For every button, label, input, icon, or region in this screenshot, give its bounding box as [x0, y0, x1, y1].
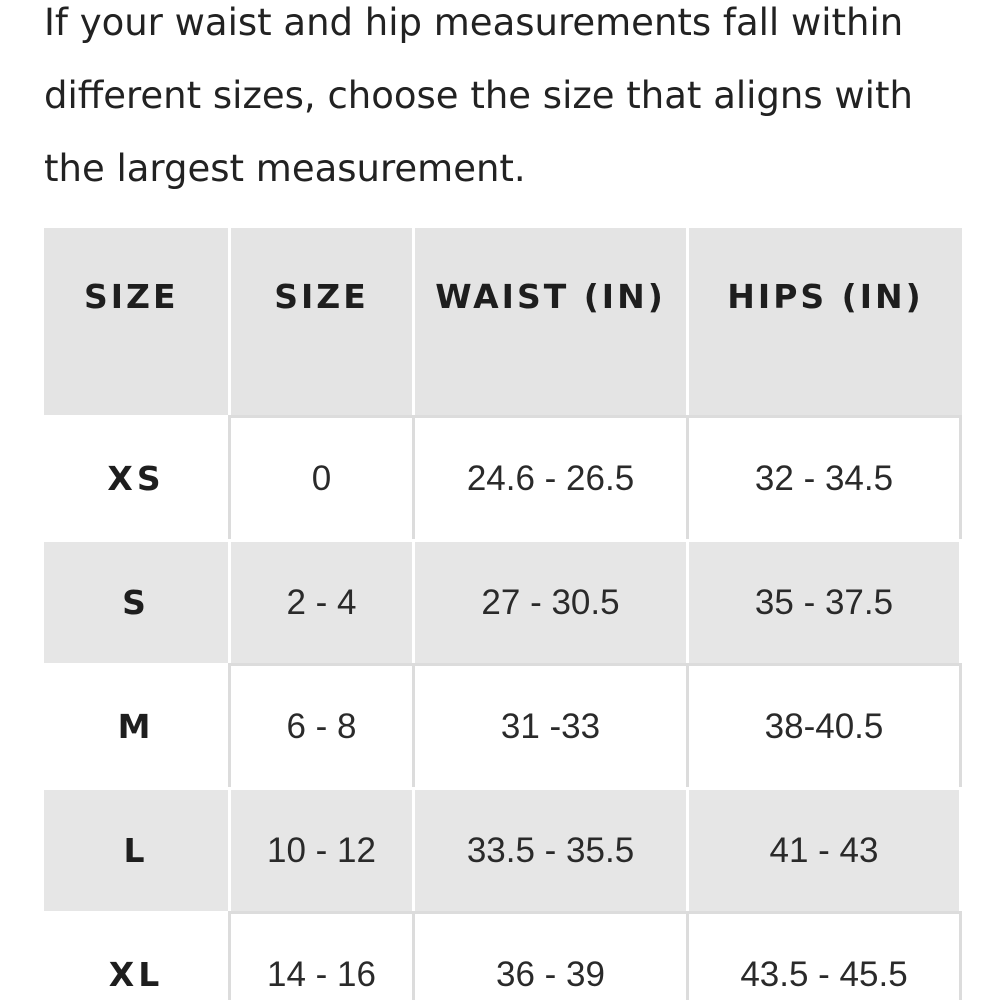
row-waist: 24.6 - 26.5 [412, 415, 686, 539]
row-size-number: 14 - 16 [228, 911, 412, 1000]
row-size-number: 2 - 4 [228, 539, 412, 663]
table-row [44, 787, 962, 911]
row-hips: 38-40.5 [686, 663, 962, 787]
header-size-label: SIZE [44, 228, 228, 415]
header-waist: WAIST (IN) [412, 228, 686, 415]
size-guide-intro [44, 0, 964, 205]
row-hips: 41 - 43 [686, 787, 962, 911]
row-size-label: XL [44, 911, 228, 1000]
header-size-number: SIZE [228, 228, 412, 415]
row-waist: 31 -33 [412, 663, 686, 787]
row-size-number: 0 [228, 415, 412, 539]
row-size-number: 6 - 8 [228, 663, 412, 787]
table-row [44, 911, 962, 1000]
table-row [44, 539, 962, 663]
row-waist: 36 - 39 [412, 911, 686, 1000]
intro-line-3: the largest measurement. [44, 147, 526, 190]
table-row [44, 415, 962, 539]
size-chart-table [44, 228, 962, 1000]
row-hips: 35 - 37.5 [686, 539, 962, 663]
table-row [44, 663, 962, 787]
table-header-row [44, 228, 962, 415]
row-size-label: L [44, 787, 228, 911]
row-size-label: S [44, 539, 228, 663]
row-waist: 27 - 30.5 [412, 539, 686, 663]
row-hips: 32 - 34.5 [686, 415, 962, 539]
intro-line-1: If your waist and hip measurements fall within [44, 1, 904, 44]
row-waist: 33.5 - 35.5 [412, 787, 686, 911]
row-size-label: XS [44, 415, 228, 539]
intro-line-2: different sizes, choose the size that aligns with [44, 74, 913, 117]
header-hips: HIPS (IN) [686, 228, 962, 415]
row-size-number: 10 - 12 [228, 787, 412, 911]
row-size-label: M [44, 663, 228, 787]
row-hips: 43.5 - 45.5 [686, 911, 962, 1000]
